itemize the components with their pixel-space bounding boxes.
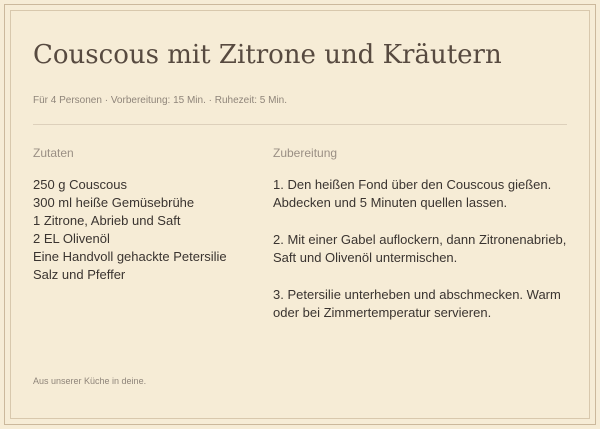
steps-list: [273, 176, 573, 341]
ingredient-item: 2 EL Olivenöl: [33, 231, 110, 246]
ingredients-heading: Zutaten: [33, 146, 74, 160]
ingredient-item: 1 Zitrone, Abrieb und Saft: [33, 213, 181, 228]
recipe-title: Couscous mit Zitrone und Kräutern: [33, 40, 502, 70]
recipe-meta: Für 4 Personen · Vorbereitung: 15 Min. · Ruhezeit: 5 Min.: [33, 95, 288, 106]
ingredient-item: 300 ml heiße Gemüsebrühe: [33, 195, 195, 210]
steps-heading: Zubereitung: [273, 146, 338, 160]
step-item: 2. Mit einer Gabel auflockern, dann Zitronenabrieb, Saft und Olivenöl untermischen.: [273, 232, 567, 265]
divider: [33, 124, 567, 125]
step-item: 3. Petersilie unterheben und abschmecken. Warm oder bei Zimmertemperatur servieren.: [273, 287, 561, 320]
footer-tagline: Aus unserer Küche in deine.: [33, 376, 147, 386]
step-item: 1. Den heißen Fond über den Couscous gießen. Abdecken und 5 Minuten quellen lassen.: [273, 177, 552, 210]
ingredient-item: Eine Handvoll gehackte Petersilie: [33, 249, 227, 264]
ingredients-list: [33, 176, 263, 284]
ingredient-item: 250 g Couscous: [33, 177, 127, 192]
ingredient-item: Salz und Pfeffer: [33, 267, 126, 282]
